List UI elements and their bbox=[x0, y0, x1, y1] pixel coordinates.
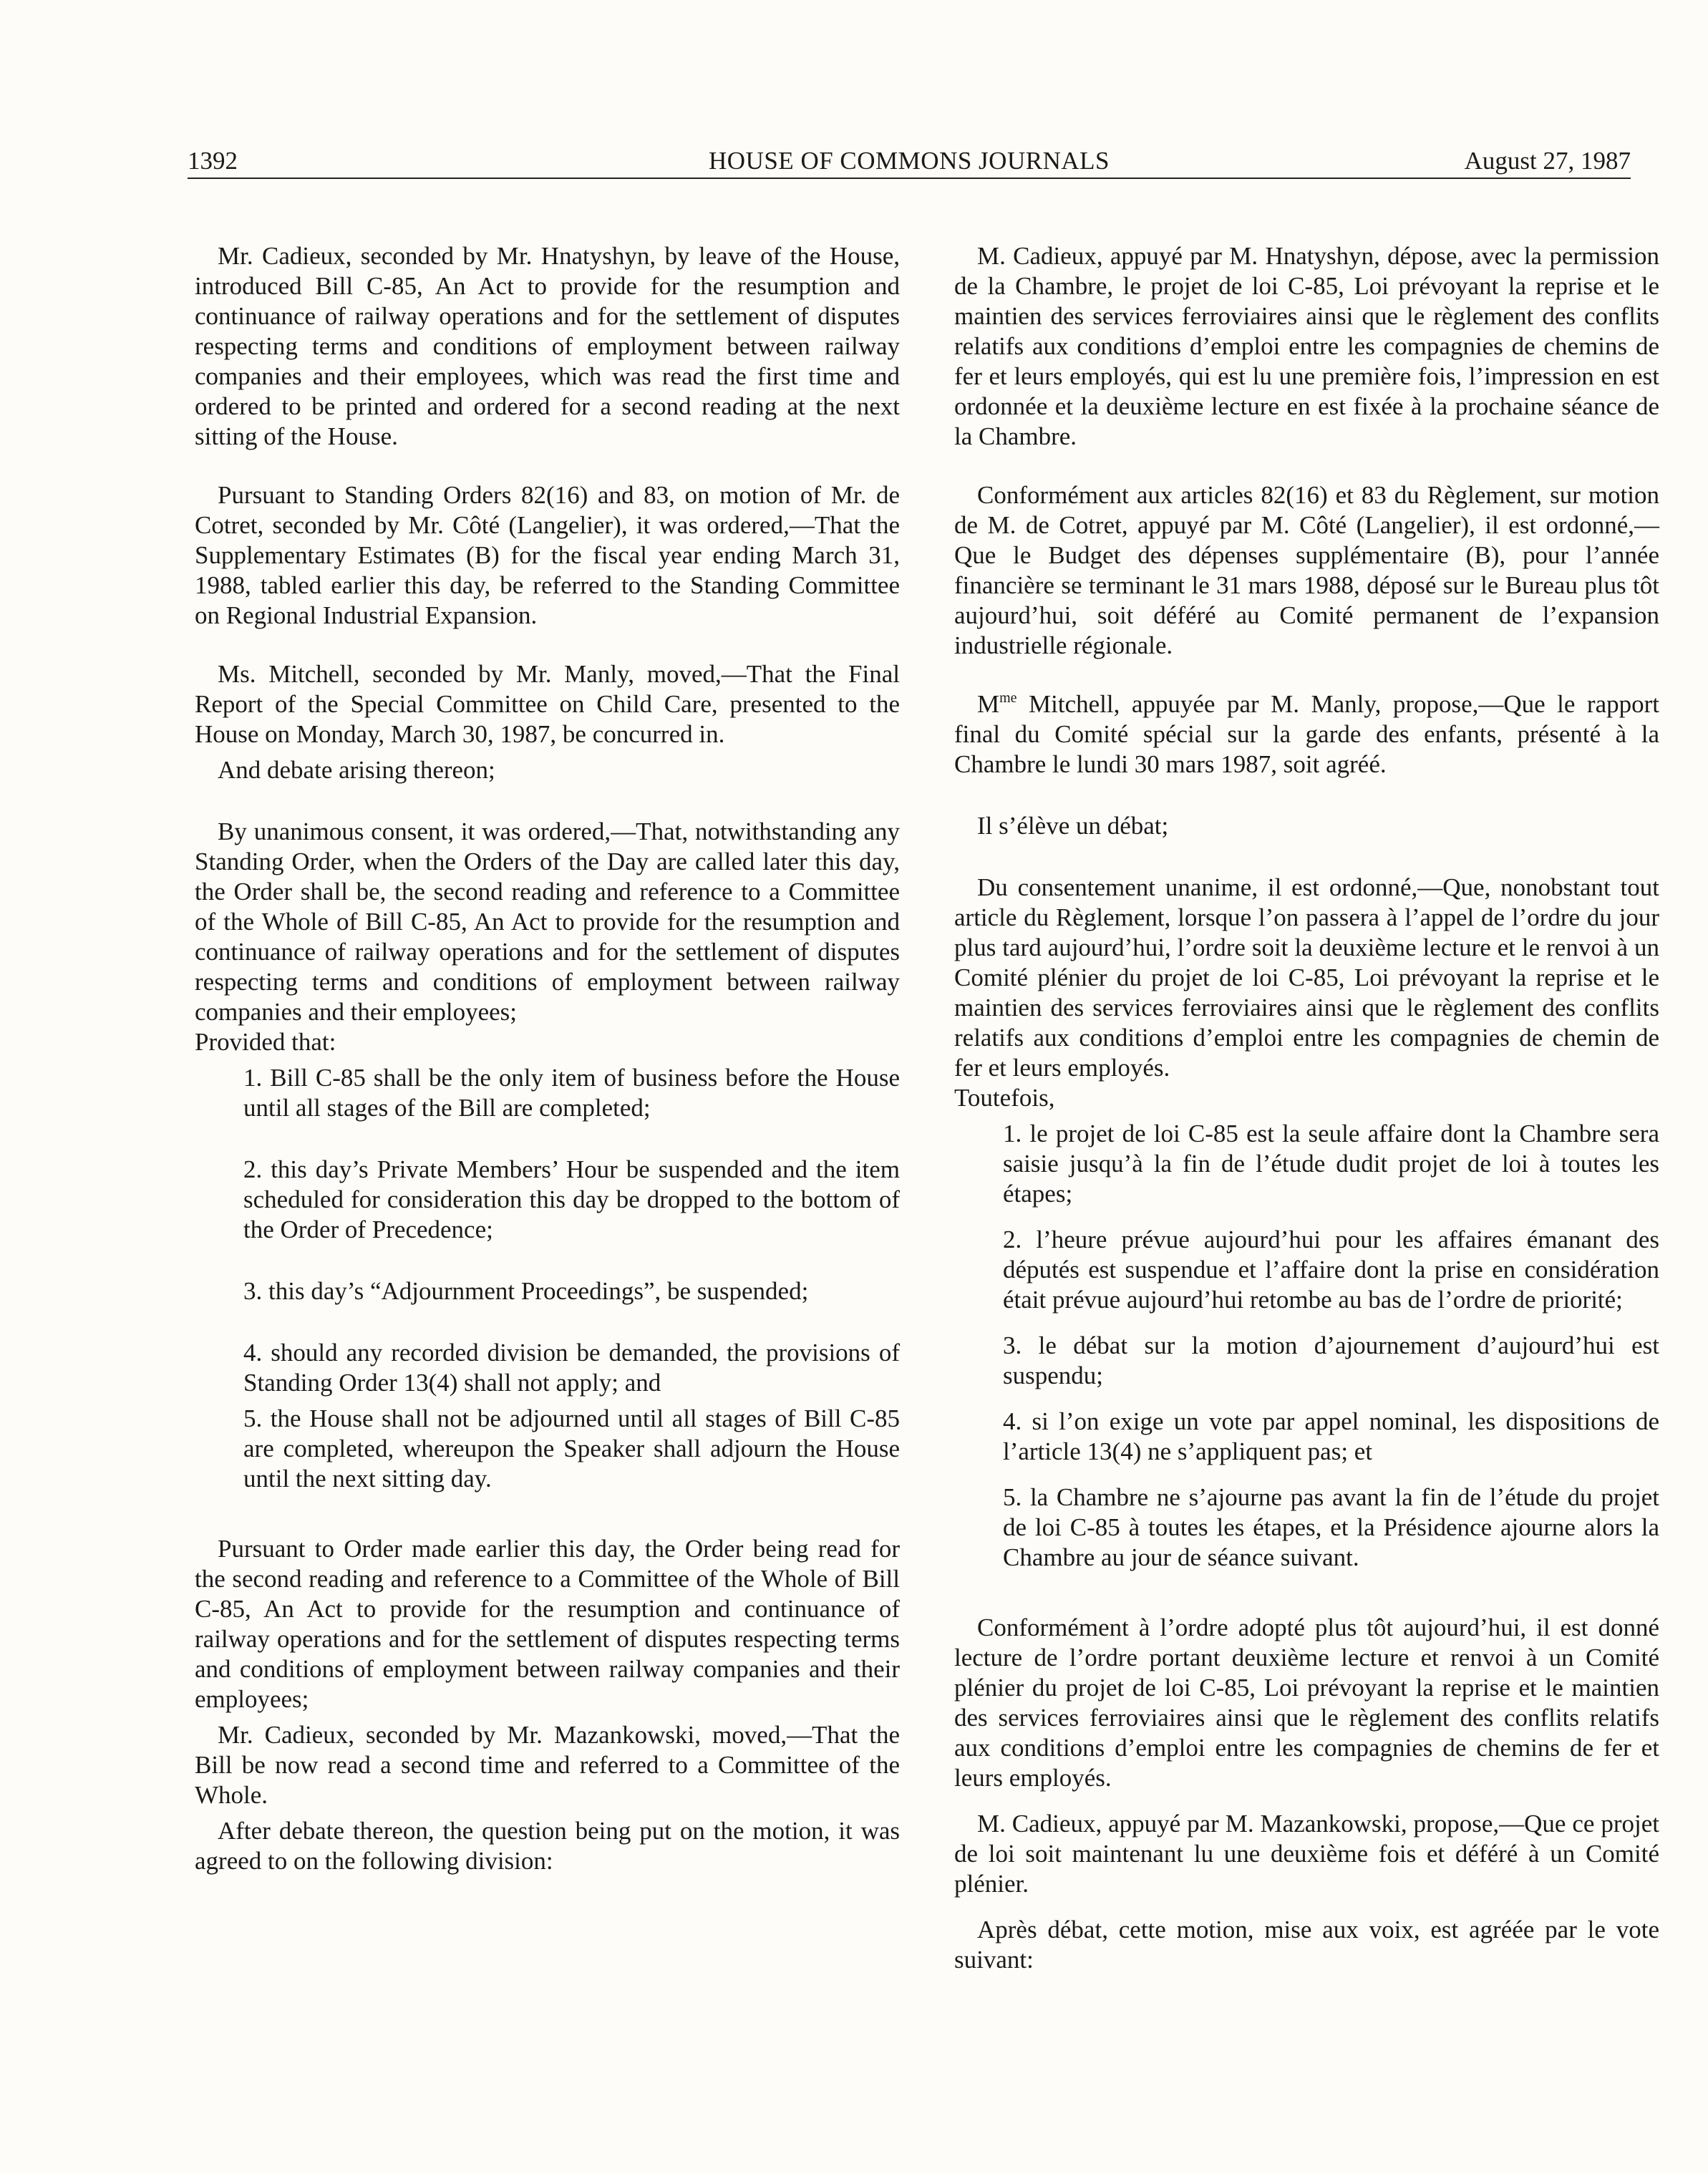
fr-paragraph-child-care-motion bbox=[954, 689, 1659, 780]
fr-paragraph-order-second-reading: Conformément à l’ordre adopté plus tôt aujourd’hui, il est donné lecture de l’ordre portant deuxième lecture et renvoi à un Comité plénier du projet de loi C-85, Loi prévoyant la reprise et le maintien des services ferroviaires ainsi que le règlement des conflits relatifs aux conditions d’emploi entre les compagnies de chemins de fer et leurs employés. bbox=[954, 1613, 1659, 1792]
fr-list-item: 3. le débat sur la motion d’ajournement d’aujourd’hui est suspendu; bbox=[1003, 1331, 1659, 1389]
fr-list-item: 1. le projet de loi C-85 est la seule affaire dont la Chambre sera saisie jusqu’à la fin de l’étude dudit projet de loi à toutes les étapes; bbox=[1003, 1120, 1659, 1208]
fr-provided-that: Toutefois, bbox=[954, 1084, 1055, 1112]
en-list-item: 2. this day’s Private Members’ Hour be suspended and the item scheduled for consideration this day be dropped to the bottom of the Order of Precedence; bbox=[243, 1155, 900, 1243]
en-paragraph-division: After debate thereon, the question being put on the motion, it was agreed to on the following division: bbox=[195, 1817, 900, 1875]
fr-paragraph-second-reading-motion: M. Cadieux, appuyé par M. Mazankowski, propose,—Que ce projet de loi soit maintenant lu une deuxième fois et déféré à un Comité plénier. bbox=[954, 1810, 1659, 1898]
en-provided-that: Provided that: bbox=[195, 1028, 336, 1056]
fr-paragraph-supplementary-estimates: Conformément aux articles 82(16) et 83 du Règlement, sur motion de M. de Cotret, appuyé par M. Côté (Langelier), il est ordonné,—Que le Budget des dépenses supplémentaire (B), pour l’année financière se terminant le 31 mars 1988, déposé sur le Bureau plus tôt aujourd’hui, soit déféré au Comité permanent de l’expansion industrielle régionale. bbox=[954, 481, 1659, 659]
fr-list-item: 2. l’heure prévue aujourd’hui pour les affaires émanant des députés est suspendue et l’affaire dont la prise en considération était prévue aujourd’hui retombe au bas de l’ordre de priorité; bbox=[1003, 1226, 1659, 1314]
en-list-item: 3. this day’s “Adjournment Proceedings”, be suspended; bbox=[243, 1277, 809, 1305]
fr-list-item: 5. la Chambre ne s’ajourne pas avant la fin de l’étude du projet de loi C-85 à toutes les étapes, et la Présidence ajourne alors la Chambre au jour de séance suivant. bbox=[1003, 1483, 1659, 1571]
en-paragraph-bill-introduction: Mr. Cadieux, seconded by Mr. Hnatyshyn, by leave of the House, introduced Bill C-85, An Act to provide for the resumption and continuance of railway operations and for the settlement of disputes respecting terms and conditions of employment between railway companies and their employees, which was read the first time and ordered to be printed and ordered for a second reading at the next sitting of the House. bbox=[195, 242, 900, 450]
fr-title-prefix: M bbox=[977, 690, 1000, 718]
en-paragraph-order-second-reading: Pursuant to Order made earlier this day, the Order being read for the second reading and reference to a Committee of the Whole of Bill C-85, An Act to provide for the resumption and continuance of railway operations and for the settlement of disputes respecting terms and conditions of employment between railway companies and their employees; bbox=[195, 1535, 900, 1713]
en-paragraph-debate-arising: And debate arising thereon; bbox=[218, 756, 495, 784]
fr-child-care-text: Mitchell, appuyée par M. Manly, propose,—Que le rapport final du Comité spécial sur la garde des enfants, présenté à la Chambre le lundi 30 mars 1987, soit agréé. bbox=[954, 690, 1659, 778]
fr-paragraph-debate-arising: Il s’élève un débat; bbox=[977, 812, 1169, 840]
fr-paragraph-unanimous-consent: Du consentement unanime, il est ordonné,—Que, nonobstant tout article du Règlement, lorsque l’on passera à l’appel de l’ordre du jour plus tard aujourd’hui, l’ordre soit la deuxième lecture et le renvoi à un Comité plénier du projet de loi C-85, Loi prévoyant la reprise et le maintien des services ferroviaires ainsi que le règlement des conflits relatifs aux conditions d’emploi entre les compagnies de chemin de fer et leurs employés. bbox=[954, 873, 1659, 1082]
en-paragraph-unanimous-consent: By unanimous consent, it was ordered,—That, notwithstanding any Standing Order, when the Orders of the Day are called later this day, the Order shall be, the second reading and reference to a Committee of the Whole of Bill C-85, An Act to provide for the resumption and continuance of railway operations and for the settlement of disputes respecting terms and conditions of employment between railway companies and their employees; bbox=[195, 817, 900, 1026]
journal-title: HOUSE OF COMMONS JOURNALS bbox=[709, 147, 1110, 175]
en-paragraph-child-care-motion: Ms. Mitchell, seconded by Mr. Manly, moved,—That the Final Report of the Special Committee on Child Care, presented to the House on Monday, March 30, 1987, be concurred in. bbox=[195, 660, 900, 748]
page-header bbox=[188, 145, 1631, 179]
french-column bbox=[954, 241, 1659, 1975]
fr-list-item: 4. si l’on exige un vote par appel nominal, les dispositions de l’article 13(4) ne s’appliquent pas; et bbox=[1003, 1407, 1659, 1465]
en-list-item: 4. should any recorded division be demanded, the provisions of Standing Order 13(4) shall not apply; and bbox=[243, 1339, 900, 1397]
fr-paragraph-bill-introduction: M. Cadieux, appuyé par M. Hnatyshyn, dépose, avec la permission de la Chambre, le projet de loi C-85, Loi prévoyant la reprise et le maintien des services ferroviaires ainsi que le règlement des conflits relatifs aux conditions d’emploi entre les compagnies de chemins de fer et leurs employés, qui est lu une première fois, l’impression en est ordonnée et la deuxième lecture en est fixée à la prochaine séance de la Chambre. bbox=[954, 242, 1659, 450]
en-list-item: 5. the House shall not be adjourned until all stages of Bill C-85 are completed, whereupon the Speaker shall adjourn the House until the next sitting day. bbox=[243, 1404, 900, 1493]
en-paragraph-second-reading-motion: Mr. Cadieux, seconded by Mr. Mazankowski, moved,—That the Bill be now read a second time and referred to a Committee of the Whole. bbox=[195, 1721, 900, 1809]
en-paragraph-supplementary-estimates: Pursuant to Standing Orders 82(16) and 83, on motion of Mr. de Cotret, seconded by Mr. Côté (Langelier), it was ordered,—That the Supplementary Estimates (B) for the fiscal year ending March 31, 1988, tabled earlier this day, be referred to the Standing Committee on Regional Industrial Expansion. bbox=[195, 481, 900, 629]
en-list-item: 1. Bill C-85 shall be the only item of business before the House until all stages of the Bill are completed; bbox=[243, 1064, 900, 1122]
page-number: 1392 bbox=[188, 147, 238, 175]
fr-title-superscript: me bbox=[999, 690, 1017, 706]
english-column bbox=[195, 241, 900, 1876]
fr-paragraph-division: Après débat, cette motion, mise aux voix, est agréée par le vote suivant: bbox=[954, 1916, 1659, 1974]
page-date: August 27, 1987 bbox=[1464, 147, 1631, 175]
